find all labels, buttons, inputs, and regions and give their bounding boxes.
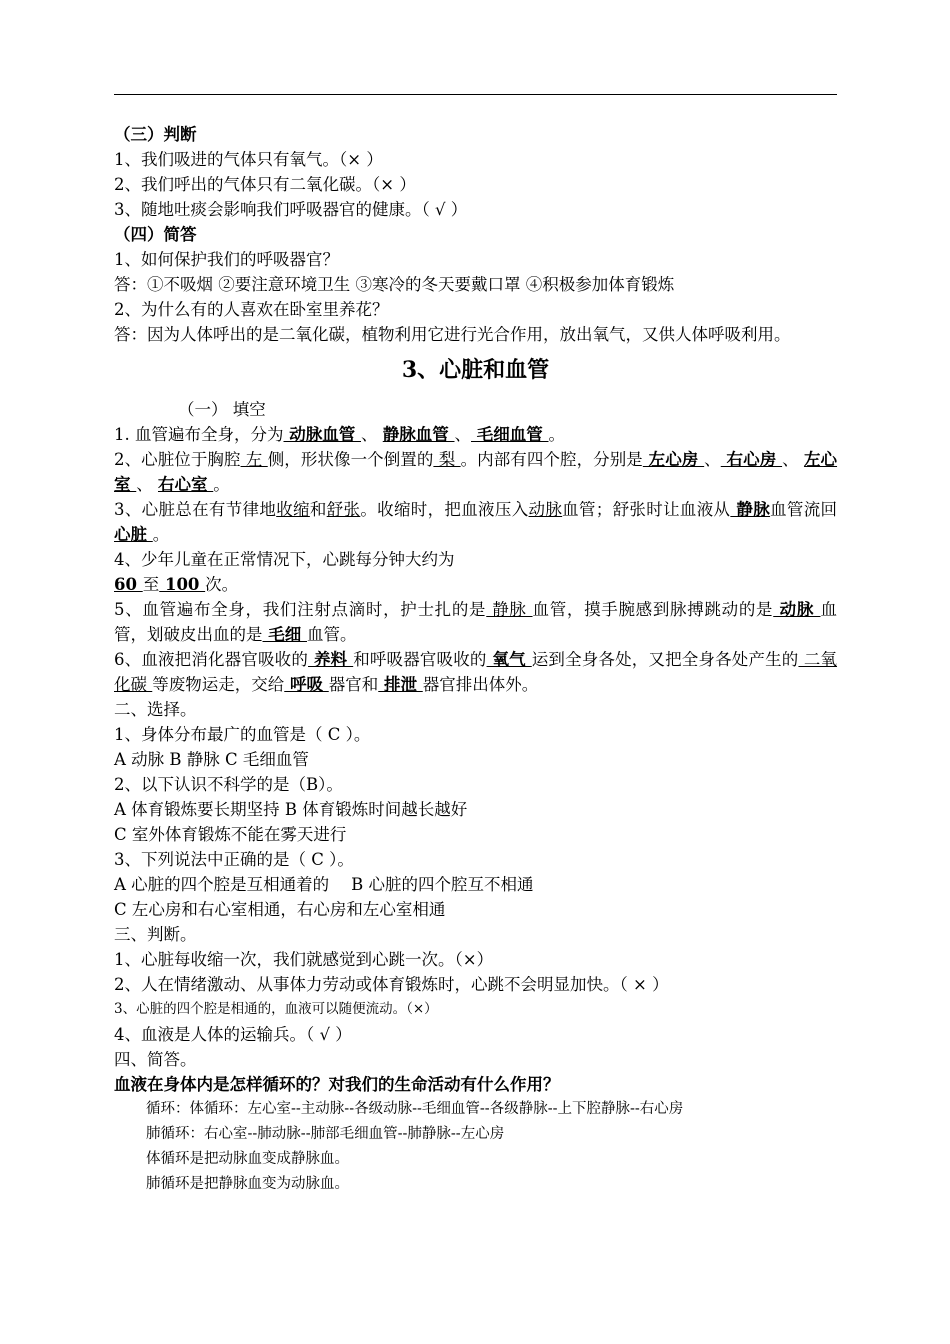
short-answer-line-1: 循环：体循环：左心室--主动脉--各级动脉--毛细血管--各级静脉--上下腔静脉--右心房 — [146, 1101, 684, 1117]
fill-text: 和 — [309, 500, 327, 519]
short-answer-heading: 四、简答。 — [114, 1050, 197, 1069]
fill-answer: 静脉 — [486, 600, 533, 619]
fill-answer: 左心室 — [114, 450, 838, 494]
fill-text: 。 — [152, 525, 170, 544]
fill-text: 、 — [454, 425, 471, 444]
fill-answer: 呼吸 — [284, 675, 329, 694]
fill-text: 血管。 — [307, 625, 357, 644]
fill-text: 血管，划破皮出血的是 — [114, 600, 837, 644]
fill-answer: 100 — [159, 575, 206, 594]
short-answer-line-3: 体循环是把动脉血变成静脉血。 — [146, 1151, 349, 1167]
choice-option-3a: A 心脏的四个腔是互相通着的 — [114, 875, 330, 894]
fill-text: 运到全身各处，又把全身各处产生的 — [531, 650, 799, 669]
fill-text: 。内部有四个腔，分别是 — [460, 450, 643, 469]
fill-text: 。收缩时，把血液压入 — [360, 500, 529, 519]
fill-text: 4、少年儿童在正常情况下，心跳每分钟大约为 — [114, 550, 455, 569]
choice-options-3ab — [114, 872, 837, 897]
fill-answer: 收缩 — [276, 500, 310, 519]
judge-item-1: 1、我们吸进的气体只有氧气。（× ） — [114, 150, 383, 169]
chapter-title: 3、心脏和血管 — [401, 357, 550, 383]
fill-answer: 排泄 — [378, 675, 423, 694]
judge-question-1: 1、心脏每收缩一次，我们就感觉到心跳一次。（×） — [114, 950, 494, 969]
fill-text: 、 — [782, 450, 804, 469]
fill-text: 至 — [142, 575, 160, 594]
fill-text: 等废物运走，交给 — [152, 675, 285, 694]
fill-answer: 静脉血管 — [382, 425, 455, 444]
fill-item-4 — [114, 547, 837, 572]
fill-text: 。 — [213, 475, 230, 494]
judge-question-3: 3、心脏的四个腔是相通的，血液可以随便流动。（×） — [114, 1001, 438, 1017]
fill-answer: 动脉血管 — [283, 425, 361, 444]
fill-text: 血管，摸手腕感到脉搏跳动的是 — [532, 600, 774, 619]
judge-heading: 三、判断。 — [114, 925, 197, 944]
choice-question-3: 3、下列说法中正确的是（ C ）。 — [114, 850, 354, 869]
choice-question-2: 2、以下认识不科学的是（B）。 — [114, 775, 343, 794]
judge-question-2: 2、人在情绪激动、从事体力劳动或体育锻炼时，心跳不会明显加快。（ × ） — [114, 975, 669, 994]
fill-answer: 左 — [240, 450, 268, 469]
fill-answer: 梨 — [433, 450, 461, 469]
fill-text: 、 — [136, 475, 158, 494]
fill-text: 器官和 — [328, 675, 379, 694]
fill-answer: 心脏 — [114, 525, 153, 544]
choice-heading: 二、选择。 — [114, 700, 197, 719]
choice-option-3b: B 心脏的四个腔互不相通 — [351, 875, 534, 894]
fill-text: 血管流回 — [770, 500, 838, 519]
fill-answer: 动脉 — [773, 600, 821, 619]
section-judge-heading: （三）判断 — [114, 125, 197, 144]
choice-option-2c: C 室外体育锻炼不能在雾天进行 — [114, 825, 347, 844]
fill-answer: 养料 — [308, 650, 354, 669]
fill-text: 5、血管遍布全身，我们注射点滴时，护士扎的是 — [114, 600, 487, 619]
fill-text: 侧，形状像一个倒置的 — [267, 450, 434, 469]
answer-question-1: 1、如何保护我们的呼吸器官？ — [114, 250, 339, 269]
judge-item-3: 3、随地吐痰会影响我们呼吸器官的健康。（ √ ） — [114, 200, 468, 219]
short-answer-line-2: 肺循环：右心室--肺动脉--肺部毛细血管--肺静脉--左心房 — [146, 1126, 505, 1142]
fill-answer: 毛细血管 — [471, 425, 549, 444]
choice-options-1: A 动脉 B 静脉 C 毛细血管 — [114, 750, 309, 769]
short-answer-line-4: 肺循环是把静脉血变为动脉血。 — [146, 1176, 349, 1192]
fill-item-3 — [114, 497, 837, 547]
fill-text: 。 — [548, 425, 565, 444]
fill-item-2 — [114, 447, 837, 497]
fill-answer: 氧气 — [486, 650, 532, 669]
fill-text: 次。 — [205, 575, 239, 594]
choice-option-2ab: A 体育锻炼要长期坚持 B 体育锻炼时间越长越好 — [114, 800, 468, 819]
header-rule — [114, 94, 837, 95]
fill-text: 6、血液把消化器官吸收的 — [114, 650, 309, 669]
fill-answer: 右心室 — [158, 475, 214, 494]
fill-answer: 左心房 — [642, 450, 705, 469]
section-answer-heading: （四）简答 — [114, 225, 197, 244]
fill-text: 2、心脏位于胸腔 — [114, 450, 241, 469]
document-body — [114, 122, 837, 1197]
fill-item-1 — [114, 422, 837, 447]
judge-item-2: 2、我们呼出的气体只有二氧化碳。（× ） — [114, 175, 416, 194]
fill-text: 、 — [704, 450, 721, 469]
fill-text: 血管；舒张时让血液从 — [562, 500, 731, 519]
fill-answer: 动脉 — [528, 500, 563, 519]
fill-text: 3、心脏总在有节律地 — [114, 500, 277, 519]
fill-item-4-cont — [114, 572, 837, 597]
fill-answer: 舒张 — [326, 500, 361, 519]
fill-heading: （一） 填空 — [178, 400, 266, 419]
fill-answer: 右心房 — [720, 450, 783, 469]
judge-question-4: 4、血液是人体的运输兵。（ √ ） — [114, 1025, 352, 1044]
answer-question-2: 2、为什么有的人喜欢在卧室里养花？ — [114, 300, 389, 319]
fill-text: 和呼吸器官吸收的 — [353, 650, 487, 669]
choice-question-1: 1、身体分布最广的血管是（ C ）。 — [114, 725, 371, 744]
short-answer-question: 血液在身体内是怎样循环的？对我们的生命活动有什么作用？ — [114, 1075, 560, 1094]
fill-item-6 — [114, 647, 837, 697]
fill-text: 器官排出体外。 — [422, 675, 539, 694]
choice-option-3c: C 左心房和右心室相通，右心房和左心室相通 — [114, 900, 446, 919]
answer-response-2: 答：因为人体呼出的是二氧化碳，植物利用它进行光合作用，放出氧气，又供人体呼吸利用。 — [114, 325, 791, 344]
fill-item-5 — [114, 597, 837, 647]
answer-response-1: 答：①不吸烟 ②要注意环境卫生 ③寒冷的冬天要戴口罩 ④积极参加体育锻炼 — [114, 275, 675, 294]
fill-answer: 60 — [114, 575, 143, 594]
fill-text: 1. 血管遍布全身，分为 — [114, 425, 284, 444]
fill-answer: 毛细 — [262, 625, 307, 644]
fill-answer: 二氧化碳 — [114, 650, 838, 694]
fill-text: 、 — [361, 425, 383, 444]
fill-answer: 静脉 — [730, 500, 771, 519]
